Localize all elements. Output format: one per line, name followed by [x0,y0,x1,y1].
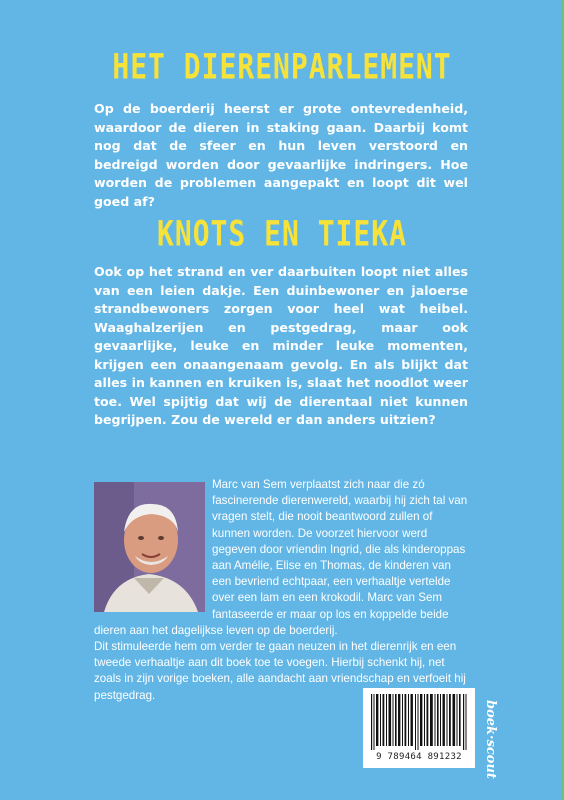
title-knots-en-tieka: KNOTS EN TIEKA [156,212,407,255]
author-bio-paragraph-2: Dit stimuleerde hem om verder te gaan neuzen in het dierenrijk en een tweede verhaaltje aan dit boek toe te voegen. Hierbij schenkt hij, net zoals in zijn vorige boeken, alle aandacht aan vriendschap en verfoeit hij pestgedrag. [94,640,466,702]
publisher-logo: boek·scout [483,700,498,779]
author-bio [94,477,468,704]
author-bio-paragraph-1: Marc van Sem verplaatst zich naar die zó fascinerende dierenwereld, waarbij hij zich tal van vragen stelt, die nooit beantwoord zullen of kunnen worden. De voorzet hiervoor werd gegeven door vriendin Ingrid, die als kinderoppas aan Amélie, Elise en Thomas, de kinderen van een bevriend echtpaar, een verhaaltje vertelde over een lam en een krokodil. Marc van Sem fantaseerde er maar op los en koppelde beide dieren aan het dagelijkse leven op de boerderij. [94,478,468,637]
barcode [363,688,475,768]
title-dierenparlement: HET DIERENPARLEMENT [112,45,452,88]
isbn-number: 9 789464 891232 [376,752,462,762]
barcode-bars [369,694,469,750]
summary-dierenparlement: Op de boerderij heerst er grote ontevredenheid, waardoor de dieren in staking gaan. Daarbij komt nog dat de sfeer en hun leven verstoord en bedreigd worden door gevaarlijke indringers. Hoe worden de problemen aangepakt en loopt dit wel goed af? [94,101,468,209]
summary-knots-en-tieka: Ook op het strand en ver daarbuiten loopt niet alles van een leien dakje. Een duinbewoner en jaloerse strandbewoners zorgen voor heel wat heibel. Waaghalzerijen en pestgedrag, maar ook gevaarlijke, leuke en minder leuke momenten, krijgen een onaangenaam gevolg. En als blijkt dat alles in kannen en kruiken is, slaat het noodlot weer toe. Wel spijtig dat wij de dierentaal niet kunnen begrijpen. Zou de wereld er dan anders uitzien? [94,264,468,427]
